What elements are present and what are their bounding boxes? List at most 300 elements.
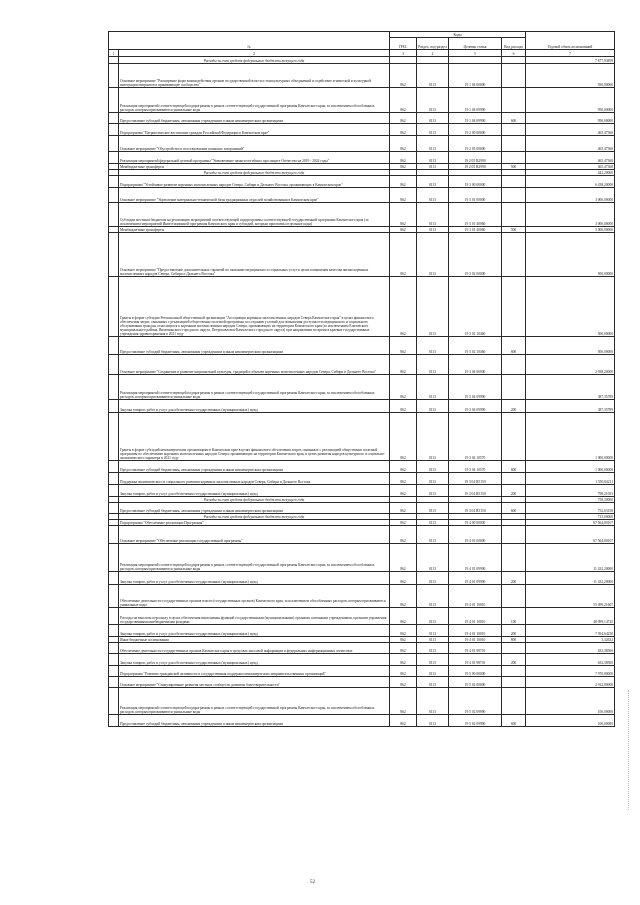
target-article (449, 57, 502, 64)
expense-kind (502, 152, 526, 164)
grbs-code: 862 (390, 203, 417, 227)
row-number-cell (109, 355, 119, 375)
section-code: 0113 (417, 64, 449, 88)
grbs-code: 862 (390, 136, 417, 152)
grbs-header: ГРБС (390, 38, 417, 50)
section-code: 0113 (417, 176, 449, 188)
target-article: 19 3 04 10570 (449, 461, 502, 473)
budget-row (109, 572, 615, 585)
funding-source-label: Расходы за счет средств федерального бюджета текущего года (119, 57, 390, 64)
target-article: 19 2 05 00000 (449, 136, 502, 152)
expense-name: Обеспечение деятельности государственных органов Камчатского края в средствах массовой информации и федеральных информационных агентствах (119, 643, 390, 654)
expense-kind (502, 413, 526, 461)
target-article: 19 2 05 R2990 (449, 164, 502, 170)
target-article: 19 3 02 00000 (449, 233, 502, 277)
row-number-cell (109, 643, 119, 654)
annual-amount: 465,47368 (526, 164, 615, 170)
row-number-cell (109, 608, 119, 625)
target-article: 19 1 04 09990 (449, 113, 502, 124)
budget-row (109, 715, 615, 727)
expense-name: Предоставление субсидий бюджетным, автономным учреждениям и иным некоммерческим организациям (119, 715, 390, 727)
target-article: 19 4 01 10010 (449, 585, 502, 608)
grbs-code: 862 (390, 688, 417, 715)
expense-name: Иные бюджетные ассигнования (119, 637, 390, 643)
col-index: 6 (502, 50, 526, 57)
expense-name: Межбюджетные трансферты (119, 164, 390, 170)
expense-kind (502, 203, 526, 227)
grbs-code: 862 (390, 152, 417, 164)
section-code: 0113 (417, 461, 449, 473)
expense-kind: 200 (502, 485, 526, 497)
expense-name: Подпрограмма "Обеспечение реализации Программы" (119, 520, 390, 526)
grbs-code: 862 (390, 625, 417, 637)
expense-kind (502, 643, 526, 654)
row-number-cell (109, 526, 119, 544)
section-code: 0113 (417, 608, 449, 625)
col-index: 5 (449, 50, 502, 57)
budget-page (108, 31, 614, 727)
expense-kind: 200 (502, 572, 526, 585)
budget-row (109, 677, 615, 688)
annual-amount: 7 394,64250 (526, 625, 615, 637)
target-article: 19 4 01 09990 (449, 544, 502, 572)
budget-row (109, 413, 615, 461)
expense-kind (502, 277, 526, 337)
expense-kind (502, 355, 526, 375)
target-article: 19 3 04 00000 (449, 355, 502, 375)
annual-amount: 950,00000 (526, 64, 615, 88)
grbs-code: 862 (390, 503, 417, 514)
annual-amount: 798,21053 (526, 485, 615, 497)
amount-header: Годовой объем ассигнований (526, 32, 615, 50)
expense-name: Межбюджетные трансферты (119, 227, 390, 233)
expense-name: Реализация мероприятий соответствующей подпрограммы в рамках соответствующей государственной программы Камчатского края, за исключением обособленных расходов, которым присваиваются уникальные коды (119, 688, 390, 715)
budget-row (109, 203, 615, 227)
row-number-cell (109, 485, 119, 497)
target-article: 19 4 01 98701 (449, 643, 502, 654)
num-header: № (109, 32, 390, 50)
expense-kind (502, 526, 526, 544)
annual-amount: 100,00000 (526, 715, 615, 727)
section-code: 0113 (417, 473, 449, 485)
annual-amount: 1 000,00000 (526, 413, 615, 461)
target-article: 19 3 00 00000 (449, 176, 502, 188)
expense-name: Гранты в форме субсидий некоммерческим организациям в Камчатском крае в целях финансового обеспечения затрат, связанных с реализацией общественно полезной программы по обеспечению коренных малочисленных народов Севера, проживающих на территории Камчатского края, в целях развития народов культурного и социально-экономического характера в 2021 году (119, 413, 390, 461)
expense-name: Основное мероприятие "Обеспечение реализации государственной программы" (119, 526, 390, 544)
annual-amount: 950,00000 (526, 88, 615, 113)
expense-kind (502, 544, 526, 572)
target-article: 19 4 01 10010 (449, 608, 502, 625)
section-code: 0113 (417, 124, 449, 136)
row-number-cell (109, 88, 119, 113)
grbs-code: 862 (390, 413, 417, 461)
target-article: 19 3 01 40060 (449, 227, 502, 233)
expense-name: Предоставление субсидий бюджетным, автономным учреждениям и иным некоммерческим организациям (119, 503, 390, 514)
budget-row (109, 625, 615, 637)
target-article: 19 3 02 10460 (449, 277, 502, 337)
funding-source-row (109, 57, 615, 64)
expense-name: Закупка товаров, работ и услуг для обеспечения государственных (муниципальных) нужд (119, 654, 390, 666)
annual-amount: 48 099,14725 (526, 608, 615, 625)
expense-kind: 200 (502, 400, 526, 413)
section-code: 0113 (417, 375, 449, 400)
row-number-cell (109, 715, 119, 727)
target-article: 19 5 00 00000 (449, 666, 502, 677)
annual-amount: 442,20000 (526, 170, 615, 176)
section-code: 0113 (417, 572, 449, 585)
grbs-code: 862 (390, 485, 417, 497)
budget-row (109, 503, 615, 514)
grbs-code: 862 (390, 572, 417, 585)
expense-name: Обеспечение деятельности государственных органов власти (государственных органов) Камчатского края, за исключением обособленных расходов, которым присваиваются уникальные коды (119, 585, 390, 608)
annual-amount: 3 000,00000 (526, 227, 615, 233)
grbs-code: 862 (390, 608, 417, 625)
annual-amount: 465,47368 (526, 136, 615, 152)
row-number-cell (109, 124, 119, 136)
section-code: 0113 (417, 164, 449, 170)
annual-amount: 11 432,20000 (526, 572, 615, 585)
expense-kind (502, 677, 526, 688)
expense-kind: 500 (502, 227, 526, 233)
section-code: 0113 (417, 152, 449, 164)
expense-name: Основное мероприятие "Стимулирование развития местных сообществ, развития благотворительности" (119, 677, 390, 688)
target-header: Целевая статья (449, 38, 502, 50)
target-article: 19 3 02 10460 (449, 337, 502, 355)
target-article: 19 2 05 R2990 (449, 152, 502, 164)
grbs-code (390, 57, 417, 64)
section-code: 0113 (417, 688, 449, 715)
expense-kind (502, 176, 526, 188)
budget-row (109, 124, 615, 136)
expense-name: Основное мероприятие "Обустройство и восстановление воинских захоронений" (119, 136, 390, 152)
row-number-cell (109, 688, 119, 715)
section-code: 0113 (417, 136, 449, 152)
budget-row (109, 113, 615, 124)
target-article: 19 4 01 10010 (449, 637, 502, 643)
row-number-cell (109, 461, 119, 473)
expense-kind (502, 124, 526, 136)
target-article: 19 1 04 09990 (449, 88, 502, 113)
grbs-code: 862 (390, 227, 417, 233)
expense-kind (502, 188, 526, 203)
expense-name: Закупка товаров, работ и услуг для обеспечения государственных (муниципальных) нужд (119, 400, 390, 413)
target-article: 19 4 00 00000 (449, 520, 502, 526)
target-article: 19 3 04 R5150 (449, 485, 502, 497)
annual-amount: 7 970,80000 (526, 666, 615, 677)
annual-amount: 100,00000 (526, 688, 615, 715)
expense-name: Реализация мероприятий федеральной целевой программы "Увековечение памяти погибших при защите Отечества на 2019 - 2024 годы" (119, 152, 390, 164)
grbs-code: 862 (390, 176, 417, 188)
annual-amount: 6 438,20000 (526, 176, 615, 188)
grbs-code: 862 (390, 124, 417, 136)
grbs-code: 862 (390, 677, 417, 688)
section-code: 0113 (417, 520, 449, 526)
target-article: 19 4 01 09990 (449, 572, 502, 585)
scan-edge-marks (628, 690, 632, 810)
grbs-code: 862 (390, 520, 417, 526)
annual-amount: 1 000,00000 (526, 461, 615, 473)
annual-amount: 1 550,84211 (526, 473, 615, 485)
expense-kind (502, 666, 526, 677)
expense-kind (502, 88, 526, 113)
section-code: 0113 (417, 677, 449, 688)
col-index: 7 (526, 50, 615, 57)
grbs-code: 862 (390, 637, 417, 643)
annual-amount: 633,38500 (526, 654, 615, 666)
expense-kind: 800 (502, 637, 526, 643)
row-number-cell (109, 152, 119, 164)
grbs-code: 862 (390, 188, 417, 203)
grbs-code: 862 (390, 233, 417, 277)
row-number-cell (109, 375, 119, 400)
budget-row (109, 64, 615, 88)
budget-row (109, 526, 615, 544)
grbs-code: 862 (390, 643, 417, 654)
expense-kind (502, 375, 526, 400)
annual-amount: 950,00000 (526, 113, 615, 124)
budget-row (109, 176, 615, 188)
grbs-code: 862 (390, 164, 417, 170)
section-code: 0113 (417, 526, 449, 544)
expense-kind: 600 (502, 461, 526, 473)
annual-amount: 465,47368 (526, 124, 615, 136)
row-number-cell (109, 473, 119, 485)
row-number-cell (109, 654, 119, 666)
expense-name: Реализация мероприятий соответствующей подпрограммы в рамках соответствующей государственной программы Камчатского края, за исключением обособленных расходов, которым присваиваются уникальные коды (119, 375, 390, 400)
expense-kind (502, 136, 526, 152)
expense-name: Закупка товаров, работ и услуг для обеспечения государственных (муниципальных) нужд (119, 485, 390, 497)
codes-header: Коды (390, 32, 526, 38)
annual-amount: 11 432,20000 (526, 544, 615, 572)
row-number-cell (109, 233, 119, 277)
annual-amount: 500,00000 (526, 233, 615, 277)
expense-kind: 200 (502, 625, 526, 637)
annual-amount: 387,35789 (526, 400, 615, 413)
expense-kind (502, 233, 526, 277)
annual-amount: 758,30000 (526, 497, 615, 503)
grbs-code: 862 (390, 666, 417, 677)
row-number-cell (109, 625, 119, 637)
grbs-code: 862 (390, 526, 417, 544)
annual-amount: 500,00000 (526, 277, 615, 337)
annual-amount: 2 912,80000 (526, 677, 615, 688)
budget-row (109, 188, 615, 203)
section-code: 0113 (417, 585, 449, 608)
row-number-cell (109, 113, 119, 124)
expense-kind (502, 473, 526, 485)
row-number-cell (109, 585, 119, 608)
budget-row (109, 643, 615, 654)
budget-row (109, 233, 615, 277)
row-number-cell (109, 337, 119, 355)
row-number-cell (109, 64, 119, 88)
budget-row (109, 152, 615, 164)
expense-name: Подпрограмма "Патриотическое воспитание граждан Российской Федерации в Камчатском крае" (119, 124, 390, 136)
row-number-cell (109, 544, 119, 572)
section-code: 0113 (417, 485, 449, 497)
expense-name: Предоставление субсидий бюджетным, автономным учреждениям и иным некоммерческим организациям (119, 461, 390, 473)
expense-name: Подпрограмма "Развитие гражданской активности и государственная поддержка некоммерческих неправительственных организаций" (119, 666, 390, 677)
target-article: 19 3 04 R5150 (449, 473, 502, 485)
grbs-code: 862 (390, 585, 417, 608)
section-header: Раздел, под-раздел (417, 38, 449, 50)
annual-amount: 387,35789 (526, 375, 615, 400)
row-number-cell (109, 136, 119, 152)
annual-amount: 67 564,80107 (526, 520, 615, 526)
budget-row (109, 473, 615, 485)
section-code: 0113 (417, 413, 449, 461)
budget-row (109, 485, 615, 497)
budget-row (109, 666, 615, 677)
grbs-code: 862 (390, 654, 417, 666)
row-number-cell (109, 176, 119, 188)
expense-name: Предоставление субсидий бюджетным, автономным учреждениям и иным некоммерческим организациям (119, 113, 390, 124)
annual-amount: 3 000,00000 (526, 203, 615, 227)
annual-amount: 2 938,20000 (526, 355, 615, 375)
section-code: 0113 (417, 337, 449, 355)
expense-name: Реализация мероприятий соответствующей подпрограммы в рамках соответствующей государственной программы Камчатского края, за исключением обособленных расходов, которым присваиваются уникальные коды (119, 544, 390, 572)
grbs-code: 862 (390, 88, 417, 113)
row-number-cell (109, 188, 119, 203)
target-article: 19 3 04 09990 (449, 400, 502, 413)
expense-name: Закупка товаров, работ и услуг для обеспечения государственных (муниципальных) нужд (119, 625, 390, 637)
annual-amount: 633,38500 (526, 643, 615, 654)
budget-row (109, 544, 615, 572)
budget-table (108, 31, 615, 727)
grbs-code: 862 (390, 400, 417, 413)
budget-row (109, 355, 615, 375)
annual-amount: 465,47368 (526, 152, 615, 164)
target-article: 19 3 01 00000 (449, 188, 502, 203)
expense-kind: 600 (502, 113, 526, 124)
grbs-code: 862 (390, 473, 417, 485)
section-code: 0113 (417, 625, 449, 637)
budget-row (109, 136, 615, 152)
section-code: 0113 (417, 113, 449, 124)
target-article: 19 5 02 09990 (449, 715, 502, 727)
target-article: 19 2 00 00000 (449, 124, 502, 136)
annual-amount: 752,63158 (526, 503, 615, 514)
expense-name: Реализация мероприятий соответствующей подпрограммы в рамках соответствующей государственной программы Камчатского края, за исключением обособленных расходов, которым присваиваются уникальные коды (119, 88, 390, 113)
header-row-top (109, 32, 615, 38)
annual-amount: 3 000,00000 (526, 188, 615, 203)
grbs-code: 862 (390, 355, 417, 375)
col-index: 2 (119, 50, 390, 57)
section-code: 0113 (417, 643, 449, 654)
annual-amount: 5,32632 (526, 637, 615, 643)
target-article: 19 1 04 00000 (449, 64, 502, 88)
expense-name: Подпрограмма "Устойчивое развитие коренных малочисленных народов Севера, Сибири и Дальнего Востока, проживающих в Камчатском крае" (119, 176, 390, 188)
row-number-cell (109, 277, 119, 337)
section-code: 0113 (417, 88, 449, 113)
annual-amount: 7 677,93859 (526, 57, 615, 64)
row-number-cell (109, 503, 119, 514)
row-number-cell (109, 57, 119, 64)
section-code: 0113 (417, 654, 449, 666)
section-code: 0113 (417, 188, 449, 203)
row-number-cell (109, 400, 119, 413)
expense-name: Субсидии местным бюджетам на реализацию мероприятий соответствующей подпрограммы соответствующей государственной программы Камчатского края (за исключением мероприятий Инвестиционной программы Камчатского края и субсидий, которым присвоены отдельные коды) (119, 203, 390, 227)
budget-row (109, 461, 615, 473)
target-article: 19 5 02 09990 (449, 688, 502, 715)
grbs-code: 862 (390, 277, 417, 337)
target-article: 19 3 04 09990 (449, 375, 502, 400)
expense-name: Расходы на выплаты персоналу в целях обеспечения выполнения функций государственными (муниципальными) органами, казенными учреждениями, органами управления государственными внебюджетными фондами (119, 608, 390, 625)
kind-header: Вид расхода (502, 38, 526, 50)
row-number-cell (109, 666, 119, 677)
target-article: 19 3 04 10570 (449, 413, 502, 461)
budget-row (109, 688, 615, 715)
expense-kind (502, 64, 526, 88)
section-code: 0113 (417, 355, 449, 375)
expense-name: Основное мероприятие "Укрепление материально-технической базы традиционных отраслей хозяйствования в Камчатском крае" (119, 188, 390, 203)
row-number-cell (109, 572, 119, 585)
section-code: 0113 (417, 715, 449, 727)
funding-source-label: Расходы за счет средств федерального бюджета текущего года (119, 170, 390, 176)
annual-amount: 715,00000 (526, 514, 615, 520)
column-index-row (109, 50, 615, 57)
funding-source-label: Расходы за счет средств федерального бюджета текущего года (119, 514, 390, 520)
expense-kind (502, 57, 526, 64)
section-code: 0113 (417, 233, 449, 277)
expense-kind: 600 (502, 337, 526, 355)
grbs-code: 862 (390, 715, 417, 727)
funding-source-label: Расходы за счет средств федерального бюджета текущего года (119, 497, 390, 503)
section-code: 0113 (417, 277, 449, 337)
target-article: 19 4 01 10010 (449, 625, 502, 637)
expense-kind (502, 688, 526, 715)
section-code: 0113 (417, 203, 449, 227)
section-code: 0113 (417, 400, 449, 413)
row-number-cell (109, 677, 119, 688)
target-article: 19 4 01 00000 (449, 526, 502, 544)
expense-kind: 500 (502, 164, 526, 170)
expense-kind: 600 (502, 503, 526, 514)
budget-row (109, 337, 615, 355)
budget-row (109, 277, 615, 337)
annual-amount: 55 499,21607 (526, 585, 615, 608)
target-article: 19 4 01 98701 (449, 654, 502, 666)
budget-row (109, 375, 615, 400)
annual-amount: 67 564,80107 (526, 526, 615, 544)
expense-name: Закупка товаров, работ и услуг для обеспечения государственных (муниципальных) нужд (119, 572, 390, 585)
budget-row (109, 585, 615, 608)
grbs-code: 862 (390, 337, 417, 355)
expense-name: Предоставление субсидий бюджетным, автономным учреждениям и иным некоммерческим организациям (119, 337, 390, 355)
expense-name: Поддержка экономического и социального развития коренных малочисленных народов Севера, Сибири и Дальнего Востока (119, 473, 390, 485)
budget-row (109, 654, 615, 666)
budget-row (109, 88, 615, 113)
expense-name: Основное мероприятие "Расширение форм взаимодействия органов государственной власти и этнокультурных объединений и содействие этнической и культурной интеграции мигрантов в принимающее сообщество" (119, 64, 390, 88)
section-code: 0113 (417, 544, 449, 572)
grbs-code: 862 (390, 461, 417, 473)
grbs-code: 862 (390, 375, 417, 400)
grbs-code: 862 (390, 544, 417, 572)
section-code: 0113 (417, 227, 449, 233)
section-code: 0113 (417, 637, 449, 643)
expense-kind: 100 (502, 608, 526, 625)
col-index: 3 (390, 50, 417, 57)
col-index: 4 (417, 50, 449, 57)
section-code: 0113 (417, 503, 449, 514)
col-index: 1 (109, 50, 119, 57)
budget-row (109, 608, 615, 625)
section-code (417, 57, 449, 64)
page-number: 52 (310, 880, 315, 885)
target-article: 19 3 01 40060 (449, 203, 502, 227)
target-article: 19 5 02 00000 (449, 677, 502, 688)
expense-name: Гранты в форме субсидии Региональной общественной организации "Ассоциация коренных малочисленных народов Севера Камчатского края" в целях финансового обеспечения затрат, связанных с реализацией общественно полезной программы по созданию условий для повышения доступности медицинского и социального обслуживания граждан, относящихся к коренным малочисленным народам Севера, проживающих на территории Камчатского края (за исключением Елизовского муниципального района, Вилючинского городского округа, Петропавловск-Камчатского городского округа) при направлении во время в краевые государственные учреждения здравоохранения в 2021 году (119, 277, 390, 337)
